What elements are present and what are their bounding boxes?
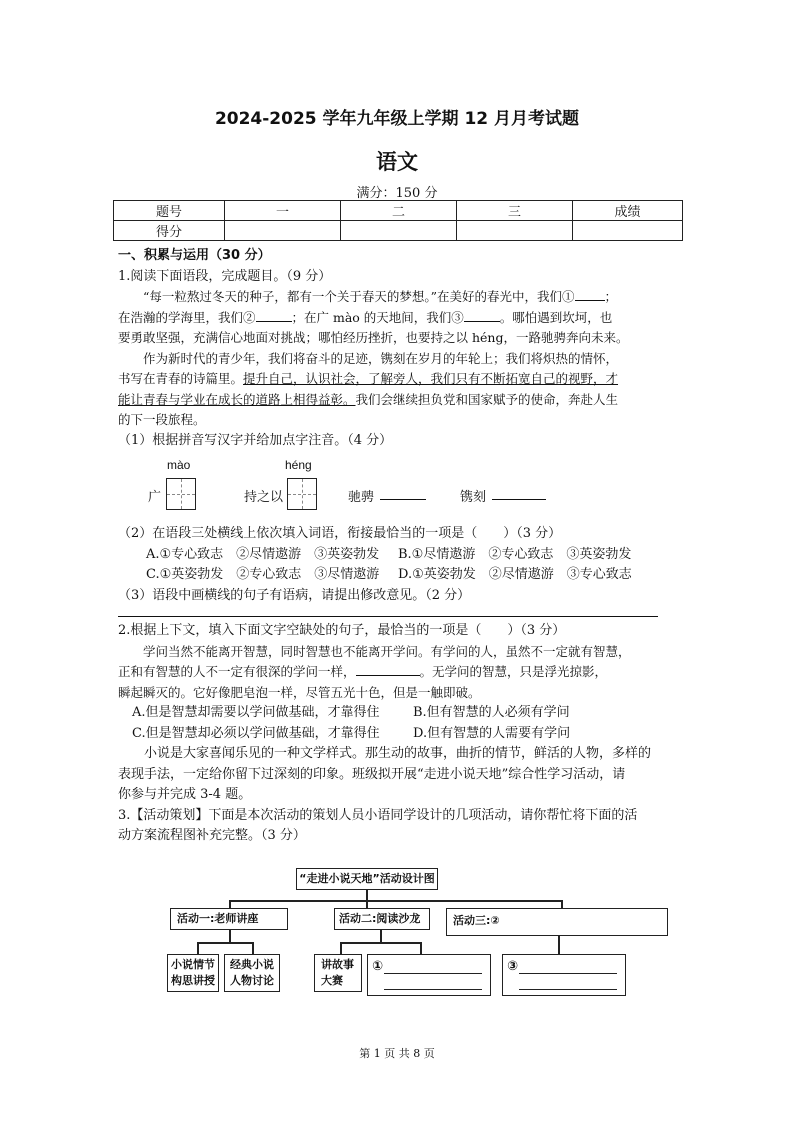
question-3-line: 3.【活动策划】下面是本次活动的策划人员小语同学设计的几项活动，请你帮忙将下面的活 xyxy=(118,807,638,823)
score-row-label: 得分 xyxy=(114,221,225,241)
score-cell[interactable] xyxy=(573,221,683,241)
passage-line: 的下一段旅程。 xyxy=(118,412,206,427)
leaf-blank-3[interactable]: ③ xyxy=(502,954,626,996)
score-table-header-cell: 题号 xyxy=(114,201,225,221)
connector xyxy=(252,942,254,954)
diagram-root: “走进小说天地”活动设计图 xyxy=(296,868,438,890)
passage-line: “每一粒熬过冬天的种子，都有一个关于春天的梦想。”在美好的春光中，我们① ； xyxy=(143,289,618,304)
connector xyxy=(366,900,368,908)
connector xyxy=(558,936,560,954)
score-table-header-cell: 三 xyxy=(457,201,573,221)
answer-blank-1[interactable] xyxy=(575,287,605,301)
connector xyxy=(340,942,420,944)
word-chicheng: 驰骋 xyxy=(348,490,375,505)
word-prefix-chizhiyi: 持之以 xyxy=(244,490,284,505)
underlined-sentence: 提升自己，认识社会，了解旁人，我们只有不断拓宽自己的视野，才 xyxy=(243,371,619,386)
passage-line: 在浩瀚的学海里，我们② ；在广 mào 的天地间，我们③ 。哪怕遇到坎坷，也 xyxy=(118,309,613,325)
answer-blank-3[interactable] xyxy=(464,308,500,322)
connector xyxy=(229,900,231,908)
section-one xyxy=(118,246,678,451)
option-d[interactable]: D.但有智慧的人需要有学问 xyxy=(413,725,571,741)
tianzige-box-1[interactable] xyxy=(166,478,196,510)
underlined-sentence: 能让青春与学业在成长的道路上相得益彰。 xyxy=(118,391,356,407)
connector xyxy=(229,900,562,902)
question-1-stem: 1.阅读下面语段，完成题目。（9 分） xyxy=(118,268,332,284)
option-b[interactable]: B.但有智慧的人必须有学问 xyxy=(413,705,570,720)
leaf-blank-1[interactable]: ① xyxy=(367,954,491,996)
connector xyxy=(229,930,231,942)
options-row xyxy=(118,724,678,745)
options-row xyxy=(118,545,678,566)
page-footer: 第 1 页 共 8 页 xyxy=(359,1047,435,1060)
option-c[interactable]: C.①英姿勃发 ②专心致志 ③尽情遨游 xyxy=(146,567,380,582)
question-2-stem: 2.根据上下文，填入下面文字空缺处的句子，最恰当的一项是（ ）（3 分） xyxy=(118,623,566,638)
score-cell[interactable] xyxy=(225,221,341,241)
leaf-storytelling-contest: 讲故事 大赛 xyxy=(314,954,362,992)
connector xyxy=(380,930,382,942)
connector xyxy=(340,942,342,954)
option-d[interactable]: D.①英姿勃发 ②尽情遨游 ③专心致志 xyxy=(398,567,632,582)
activity-1-box: 活动一:老师讲座 xyxy=(170,908,288,930)
option-a[interactable]: A.但是智慧却需要以学问做基础，才靠得住 xyxy=(132,705,380,720)
passage-line: 学问当然不能离开智慧，同时智慧也不能离开学问。有学问的人，虽然不一定就有智慧， xyxy=(143,643,631,659)
section-heading: 一、积累与运用（30 分） xyxy=(118,248,271,263)
pinyin-blank-chicheng[interactable] xyxy=(380,486,426,500)
option-a[interactable]: A.①专心致志 ②尽情遨游 ③英姿勃发 xyxy=(146,546,380,562)
score-table-header-cell: 一 xyxy=(225,201,341,221)
exam-title: 2024-2025 学年九年级上学期 12 月月考试题 xyxy=(214,109,580,129)
tianzige-box-2[interactable] xyxy=(287,478,317,510)
intro-line: 小说是大家喜闻乐见的一种文学样式。那生动的故事，曲折的情节，鲜活的人物，多样的 xyxy=(144,746,652,761)
word-juanke: 镌刻 xyxy=(460,490,487,505)
score-table-header-cell: 二 xyxy=(341,201,457,221)
question-1-part2 xyxy=(118,524,678,847)
leaf-character-discussion: 经典小说 人物讨论 xyxy=(224,954,280,992)
activity-2-box: 活动二:阅读沙龙 xyxy=(334,908,430,930)
score-table xyxy=(113,200,683,241)
passage-line: 能让青春与学业在成长的道路上相得益彰。我们会继续担负党和国家赋予的使命，奔赴人生 xyxy=(118,391,619,407)
score-table-header-cell: 成绩 xyxy=(573,201,683,221)
passage-line: 正和有智慧的人不一定有很深的学问一样， 。无学问的智慧，只是浮光掠影， xyxy=(118,664,608,679)
pinyin-heng: héng xyxy=(285,458,312,472)
connector xyxy=(561,900,563,908)
sub-question-1: （1）根据拼音写汉字并给加点字注音。（4 分） xyxy=(118,432,393,448)
word-prefix-guang: 广 xyxy=(148,490,162,505)
leaf-plot-lecture: 小说情节 构思讲授 xyxy=(167,954,219,992)
passage-line: 书写在青春的诗篇里。提升自己，认识社会，了解旁人，我们只有不断拓宽自己的视野，才 xyxy=(118,371,619,386)
connector xyxy=(197,942,199,954)
option-b[interactable]: B.①尽情遨游 ②专心致志 ③英姿勃发 xyxy=(398,546,632,562)
question-3-line: 动方案流程图补充完整。（3 分） xyxy=(118,828,306,843)
intro-line: 表现手法，一定给你留下过深刻的印象。班级拟开展“走进小说天地”综合性学习活动，请 xyxy=(118,766,626,782)
pinyin-blank-juanke[interactable] xyxy=(492,486,546,500)
passage-line: 要勇敢坚强，充满信心地面对挑战；哪怕经历挫折，也要持之以 héng，一路驰骋奔向未来。 xyxy=(118,330,629,345)
passage-line: 瞬起瞬灭的。它好像肥皂泡一样，尽管五光十色，但是一触即破。 xyxy=(118,684,481,700)
answer-blank-2[interactable] xyxy=(256,308,292,322)
sub-question-3: （3）语段中画横线的句子有语病，请提出修改意见。（2 分） xyxy=(118,587,471,603)
option-c[interactable]: C.但是智慧却必须以学问做基础，才靠得住 xyxy=(132,725,380,741)
subject-title: 语文 xyxy=(376,150,418,174)
connector xyxy=(366,890,368,900)
score-cell[interactable] xyxy=(457,221,573,241)
answer-line[interactable] xyxy=(118,606,658,617)
activity-3-box[interactable]: 活动三:② xyxy=(446,908,668,936)
intro-line: 你参与并完成 3-4 题。 xyxy=(118,787,252,802)
full-score: 满分：150 分 xyxy=(356,186,438,201)
passage-line: 作为新时代的青少年，我们将奋斗的足迹，镌刻在岁月的年轮上；我们将炽热的情怀， xyxy=(143,350,619,366)
options-row xyxy=(118,703,678,724)
answer-blank-q2[interactable] xyxy=(356,662,420,676)
options-row xyxy=(118,565,678,586)
sub-question-2: （2）在语段三处横线上依次填入词语，衔接最恰当的一项是（ ）（3 分） xyxy=(118,526,562,541)
pinyin-mao: mào xyxy=(167,458,191,472)
score-cell[interactable] xyxy=(341,221,457,241)
connector xyxy=(197,942,253,944)
connector xyxy=(420,942,422,954)
